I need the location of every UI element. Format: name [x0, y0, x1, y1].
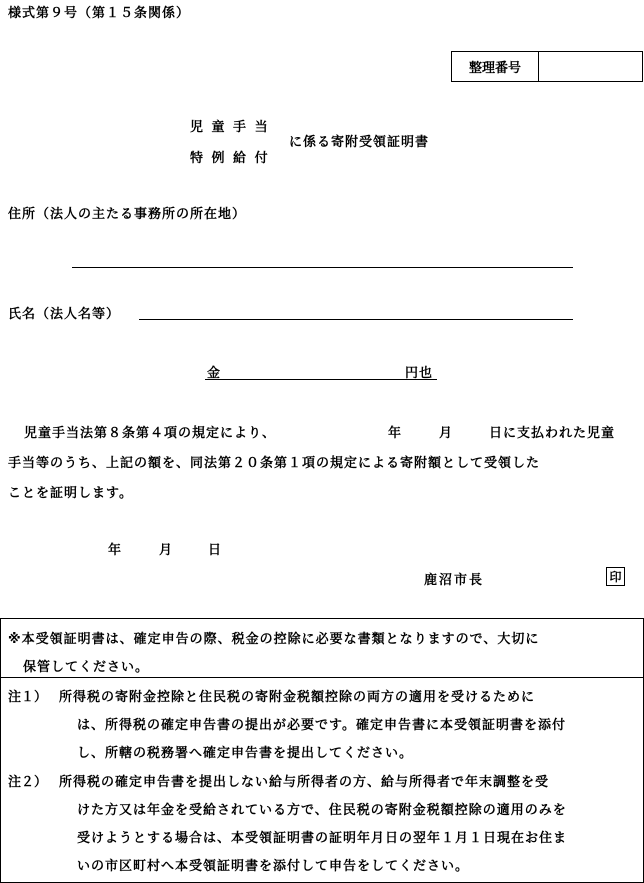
note1-line-2: は、所得税の確定申告書の提出が必要です。確定申告書に本受領証明書を添付 — [77, 718, 566, 733]
amount-suffix: 円也 — [405, 366, 434, 381]
date-year: 年 — [108, 543, 122, 558]
mayor-title: 鹿沼市長 — [424, 573, 485, 588]
cert-month: 月 — [439, 426, 453, 441]
notice-box — [0, 618, 644, 678]
cert-text-line3: ことを証明します。 — [8, 486, 133, 501]
name-line[interactable] — [139, 319, 573, 320]
title-line-2: 特 例 給 付 — [190, 151, 270, 166]
serial-number-label: 整理番号 — [452, 52, 539, 81]
note1-label: 注１） — [8, 690, 48, 705]
notice-line-2: 保管してください。 — [23, 660, 150, 675]
cert-year: 年 — [388, 426, 402, 441]
seal-mark: 印 — [606, 567, 625, 586]
title-suffix: に係る寄附受領証明書 — [289, 135, 430, 150]
note2-label: 注２） — [8, 775, 48, 790]
title-line-1: 児 童 手 当 — [190, 120, 270, 135]
address-line[interactable] — [72, 267, 573, 268]
amount-line[interactable] — [205, 379, 437, 380]
cert-day-rest: 日に支払われた児童 — [489, 426, 616, 441]
amount-prefix: 金 — [207, 366, 221, 381]
note2-line-2: けた方又は年金を受給されている方で、住民税の寄附金税額控除の適用のみを — [77, 803, 567, 818]
note2-line-1: 所得税の確定申告書を提出しない給与所得者の方、給与所得者で年末調整を受 — [59, 775, 550, 790]
note1-line-1: 所得税の寄附金控除と住民税の寄附金税額控除の両方の適用を受けるために — [59, 690, 536, 705]
date-month: 月 — [159, 543, 173, 558]
form-number: 様式第９号（第１５条関係） — [8, 6, 191, 21]
note2-line-3: 受けようとする場合は、本受領証明書の証明年月日の翌年１月１日現在お住ま — [77, 831, 568, 846]
notes-box — [0, 677, 644, 883]
cert-text-line2: 手当等のうち、上記の額を、同法第２０条第１項の規定による寄附額として受領した — [8, 456, 541, 471]
note1-line-3: し、所轄の税務署へ確定申告書を提出してください。 — [77, 746, 414, 761]
cert-text-part1: 児童手当法第８条第４項の規定により、 — [24, 426, 277, 441]
address-label: 住所（法人の主たる事務所の所在地） — [8, 207, 247, 222]
date-day: 日 — [208, 543, 222, 558]
name-label: 氏名（法人名等） — [8, 307, 121, 322]
note2-line-4: いの市区町村へ本受領証明書を添付して申告をしてください。 — [77, 859, 470, 874]
serial-number-box — [451, 51, 643, 82]
notice-line-1: ※本受領証明書は、確定申告の際、税金の控除に必要な書類となりますので、大切に — [8, 632, 540, 647]
serial-number-field[interactable] — [539, 52, 643, 81]
